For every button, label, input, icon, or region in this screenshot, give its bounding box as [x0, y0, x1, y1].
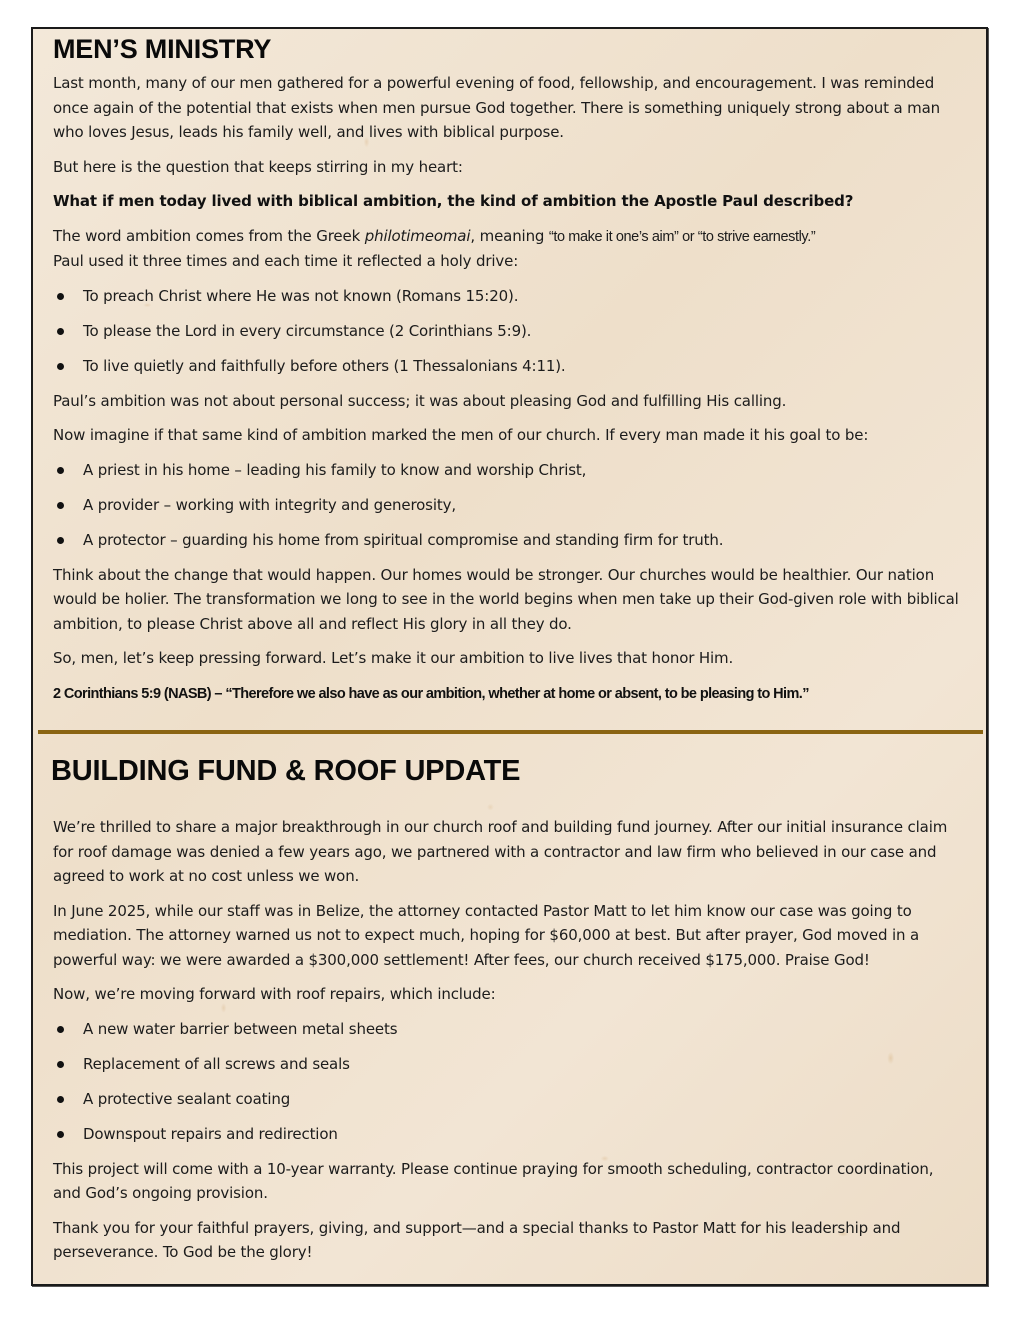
greek-pre-text: The word ambition comes from the Greek: [53, 226, 365, 245]
bullet-icon: [57, 1096, 64, 1103]
paul-ambition-list: [53, 284, 960, 379]
list-item: [53, 1017, 960, 1042]
thanks-paragraph: Thank you for your faithful prayers, giving, and support—and a special thanks to Pastor Matt for his leadership and perseverance. To God be the glory!: [53, 1218, 901, 1261]
bullet-icon: [57, 537, 64, 544]
list-item: [53, 458, 960, 483]
bullet-icon: [57, 293, 64, 300]
list-item: [53, 528, 960, 553]
scripture-quote: 2 Corinthians 5:9 (NASB) – “Therefore we also have as our ambition, whether at home or absent, to be pleasing to Him.”: [53, 685, 809, 702]
building-intro-paragraph: We’re thrilled to share a major breakthrough in our church roof and building fund journey. After our initial insurance claim for roof damage was denied a few years ago, we partnered with a contractor and law firm who believed in our case and agreed to work at no cost unless we won.: [53, 818, 948, 885]
greek-word: philotimeomai: [364, 226, 471, 245]
mens-ministry-heading: MEN’S MINISTRY: [53, 34, 272, 64]
warranty-paragraph: This project will come with a 10-year warranty. Please continue praying for smooth scheduling, contractor coordination, and God’s ongoing provision.: [53, 1159, 934, 1202]
list-item: [53, 319, 960, 344]
question-paragraph: What if men today lived with biblical ambition, the kind of ambition the Apostle Paul described?: [53, 192, 854, 210]
list-item: [53, 354, 960, 379]
think-paragraph: Think about the change that would happen. Our homes would be stronger. Our churches would be healthier. Our nation would be holier. The transformation we long to see in the world begins when men take up their God-given role with biblical ambition, to please Christ above all and reflect His glory in all they do.: [53, 565, 959, 633]
bullet-icon: [57, 502, 64, 509]
greek-mid-text: , meaning: [470, 226, 549, 245]
newsletter-page: [31, 27, 988, 1286]
list-item: [53, 493, 960, 518]
greek-post-text: Paul used it three times and each time it reflected a holy drive:: [53, 252, 519, 270]
list-item-text: A protector – guarding his home from spiritual compromise and standing firm for truth.: [83, 530, 724, 549]
list-item-text: A provider – working with integrity and generosity,: [83, 495, 456, 514]
bullet-icon: [57, 467, 64, 474]
list-item-text: A new water barrier between metal sheets: [83, 1019, 398, 1038]
list-item-text: To preach Christ where He was not known (Romans 15:20).: [83, 286, 519, 305]
question-lead-paragraph: But here is the question that keeps stirring in my heart:: [53, 157, 463, 176]
building-fund-heading: BUILDING FUND & ROOF UPDATE: [51, 755, 521, 787]
mens-intro-paragraph: Last month, many of our men gathered for a powerful evening of food, fellowship, and encouragement. I was reminded once again of the potential that exists when men pursue God together. There is something uniquely strong about a man who loves Jesus, leads his family well, and lives with biblical purpose.: [53, 74, 940, 141]
list-item-text: To please the Lord in every circumstance (2 Corinthians 5:9).: [83, 321, 532, 340]
mens-ministry-section: [53, 29, 960, 716]
greek-meaning: “to make it one’s aim” or “to strive earnestly.”: [548, 228, 816, 245]
list-item: [53, 1122, 960, 1147]
imagine-paragraph: Now imagine if that same kind of ambition marked the men of our church. If every man made it his goal to be:: [53, 426, 869, 444]
list-item-text: Downspout repairs and redirection: [83, 1124, 338, 1143]
greek-word-paragraph: [53, 224, 960, 274]
roof-repairs-list: [53, 1017, 960, 1147]
verse-paragraph: [53, 681, 960, 707]
pressing-paragraph: So, men, let’s keep pressing forward. Let’s make it our ambition to live lives that honor Him.: [53, 649, 734, 667]
bullet-icon: [57, 328, 64, 335]
building-fund-section: [53, 749, 960, 1275]
list-item: [53, 1087, 960, 1112]
list-item: [53, 1052, 960, 1077]
section-divider: [38, 730, 983, 734]
list-item-text: A priest in his home – leading his family to know and worship Christ,: [83, 460, 587, 479]
bullet-icon: [57, 1061, 64, 1068]
list-item-text: A protective sealant coating: [83, 1089, 291, 1108]
list-item-text: Replacement of all screws and seals: [83, 1054, 350, 1073]
repairs-lead-paragraph: Now, we’re moving forward with roof repairs, which include:: [53, 985, 496, 1003]
bullet-icon: [57, 1131, 64, 1138]
list-item: [53, 284, 960, 309]
bullet-icon: [57, 1026, 64, 1033]
list-item-text: To live quietly and faithfully before others (1 Thessalonians 4:11).: [83, 356, 566, 375]
bullet-icon: [57, 363, 64, 370]
men-roles-list: [53, 458, 960, 553]
paul-summary-paragraph: Paul’s ambition was not about personal success; it was about pleasing God and fulfilling His calling.: [53, 391, 787, 410]
june-update-paragraph: In June 2025, while our staff was in Belize, the attorney contacted Pastor Matt to let him know our case was going to mediation. The attorney warned us not to expect much, hoping for $60,000 at best. But after prayer, God moved in a powerful way: we were awarded a $300,000 settlement! After fees, our church received $175,000. Praise God!: [53, 901, 919, 969]
